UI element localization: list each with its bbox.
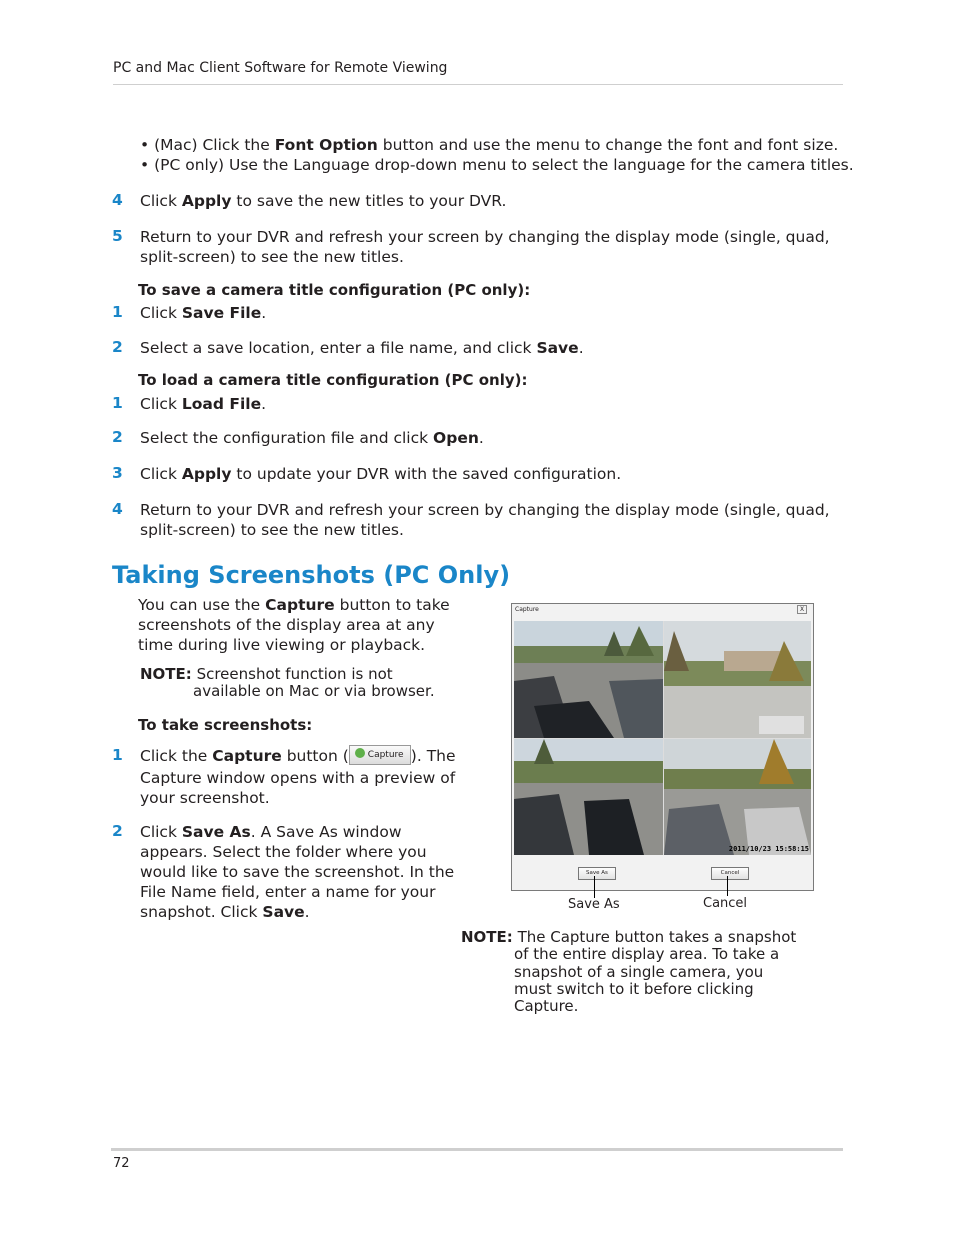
step-number: 2: [112, 822, 123, 840]
step-number: 3: [112, 464, 123, 482]
step-text: [140, 464, 840, 484]
step-number: 4: [112, 191, 123, 209]
capture-window-title: Capture: [515, 606, 539, 613]
step-number: 1: [112, 303, 123, 321]
step-text-part: Click: [140, 395, 182, 413]
step-text: split-screen) to see the new titles.: [140, 521, 404, 539]
camera-image: [514, 739, 663, 855]
step-bold: Open: [433, 429, 479, 447]
step-capture: [140, 746, 460, 808]
step-number: 1: [112, 394, 123, 412]
intro-line: time during live viewing or playback.: [138, 636, 426, 654]
callout-save-as: Save As: [568, 897, 620, 912]
step-text-part: .: [578, 339, 584, 357]
note-capture: [461, 929, 801, 1015]
step-text: [140, 394, 840, 414]
footer-divider: [111, 1148, 843, 1151]
camera-image: [514, 621, 663, 738]
camera-image: [664, 739, 811, 855]
note-text: Capture.: [514, 997, 579, 1016]
step-text-part: Click: [140, 192, 182, 210]
step-text: Return to your DVR and refresh your screen by changing the display mode (single, quad,: [140, 501, 830, 519]
page-number: 72: [113, 1156, 130, 1171]
camera-timestamp: 2011/10/23 15:58:15: [728, 845, 809, 853]
step-text-part: .: [478, 429, 484, 447]
note-text: of the entire display area. To take a: [514, 945, 780, 964]
running-header: PC and Mac Client Software for Remote Viewing: [113, 60, 448, 76]
note-mac: [140, 666, 435, 700]
take-screenshots-heading: To take screenshots:: [138, 716, 313, 734]
camera-grid: [514, 621, 811, 855]
note-text: available on Mac or via browser.: [193, 682, 435, 700]
section-title: Taking Screenshots (PC Only): [112, 561, 511, 589]
camera-image: [664, 621, 811, 738]
bullet-text: • (Mac) Click the: [140, 136, 275, 154]
step-bold: Save File: [181, 304, 262, 322]
step-line: [140, 746, 460, 767]
step-line: your screenshot.: [140, 788, 270, 807]
save-as-button[interactable]: Save As: [578, 867, 616, 880]
bullet-bold: Font Option: [274, 136, 378, 154]
step-text: [140, 428, 840, 448]
note-text: must switch to it before clicking: [514, 979, 754, 998]
camera-view-3: [514, 739, 663, 855]
step-number: 5: [112, 227, 123, 245]
camera-view-4: [664, 739, 811, 855]
note-text: Screenshot function is not: [191, 665, 393, 683]
intro-text: You can use the: [138, 596, 266, 614]
step-text-part: button (: [281, 747, 349, 765]
camera-view-1: [514, 621, 663, 738]
step-bold: Load File: [181, 395, 262, 413]
callout-cancel: Cancel: [703, 896, 748, 911]
bullet-text: • (PC only) Use the Language drop-down menu to select the language for the camera titles.: [140, 156, 854, 174]
step-text-part: Click the: [140, 747, 213, 765]
step-bold: Save: [262, 903, 305, 921]
bullet-text: button and use the menu to change the font and font size.: [377, 136, 839, 154]
step-text-part: Select the configuration file and click: [140, 429, 434, 447]
step-number: 2: [112, 428, 123, 446]
step-text-part: Click: [140, 304, 182, 322]
note-text: snapshot of a single camera, you: [514, 962, 764, 981]
step-text-part: .: [304, 903, 310, 921]
header-divider: [113, 84, 843, 85]
intro-line: screenshots of the display area at any: [138, 616, 435, 634]
note-text: The Capture button takes a snapshot: [512, 928, 797, 946]
step-line: [140, 902, 460, 922]
step-text-part: .: [261, 395, 267, 413]
step-bold: Save As: [181, 823, 251, 841]
step-text: split-screen) to see the new titles.: [140, 248, 404, 266]
callout-line: [594, 876, 595, 898]
step-text: Return to your DVR and refresh your screen by changing the display mode (single, quad,: [140, 228, 830, 246]
step-text: [140, 191, 840, 211]
step-text-part: to save the new titles to your DVR.: [231, 192, 507, 210]
note-label: NOTE:: [461, 928, 513, 946]
intro-paragraph: [138, 595, 458, 655]
step-line: Capture window opens with a preview of: [140, 768, 456, 787]
step-bold: Apply: [181, 465, 232, 483]
step-bold: Apply: [181, 192, 232, 210]
step-number: 4: [112, 500, 123, 518]
camera-icon: [355, 748, 365, 758]
cancel-button[interactable]: Cancel: [711, 867, 749, 880]
intro-text: button to take: [334, 596, 450, 614]
note-label: NOTE:: [140, 665, 192, 683]
step-save-as: [140, 822, 460, 922]
step-line: File Name field, enter a name for your: [140, 883, 436, 901]
load-config-heading: To load a camera title configuration (PC only):: [138, 371, 528, 389]
camera-view-2: [664, 621, 811, 738]
step-text-part: Select a save location, enter a file name, and click: [140, 339, 537, 357]
intro-bold: Capture: [265, 596, 335, 614]
callout-line: [727, 876, 728, 896]
intro-line: [138, 595, 458, 615]
save-config-heading: To save a camera title configuration (PC only):: [138, 281, 531, 299]
step-bold: Capture: [212, 747, 282, 765]
step-text-part: Click: [140, 465, 182, 483]
step-bold: Save: [536, 339, 579, 357]
capture-button-image: [349, 745, 411, 765]
step-line: would like to save the screenshot. In the: [140, 863, 455, 881]
capture-window-screenshot: [511, 603, 814, 891]
step-text-part: to update your DVR with the saved configuration.: [231, 465, 622, 483]
step-text-part: . A Save As window: [250, 823, 402, 841]
step-text-part: snapshot. Click: [140, 903, 263, 921]
step-line: [140, 822, 460, 842]
step-number: 2: [112, 338, 123, 356]
step-text-part: .: [261, 304, 267, 322]
bullet-language: [140, 155, 854, 175]
step-text-part: Click: [140, 823, 182, 841]
close-icon: X: [797, 605, 807, 614]
step-line: appears. Select the folder where you: [140, 843, 427, 861]
capture-button-label: Capture: [367, 749, 404, 760]
bullet-font-option: [140, 135, 838, 155]
step-text-part: ). The: [410, 747, 456, 765]
step-number: 1: [112, 746, 123, 764]
step-text: [140, 303, 840, 323]
step-text: [140, 338, 840, 358]
